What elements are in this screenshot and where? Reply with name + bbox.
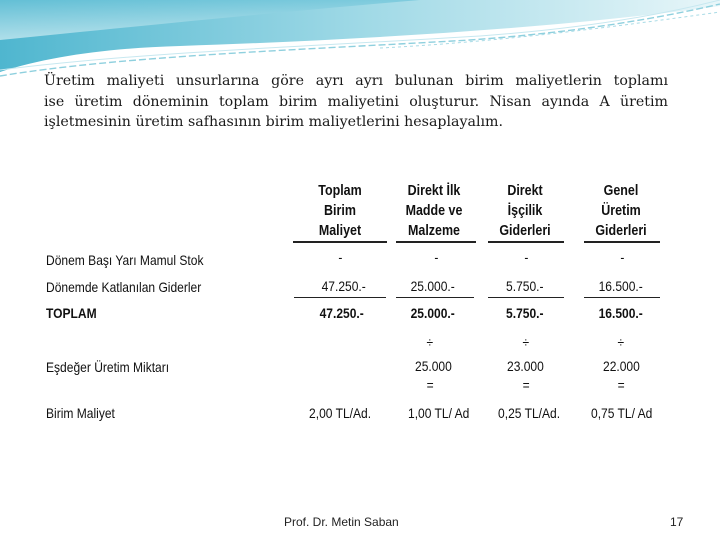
header-labor-line-1: Direkt (507, 183, 543, 199)
opening-total-value (294, 249, 386, 265)
header-labor-line-3: Giderleri (499, 223, 551, 239)
unit-cost-materials-text: 1,00 TL/ Ad (408, 405, 470, 421)
header-overhead-line-3: Giderleri (595, 223, 647, 239)
opening-labor-value (488, 249, 564, 265)
opening-materials-value (396, 249, 476, 265)
header-total-line-2: Birim (324, 203, 356, 219)
added-materials-text: 25.000.- (410, 278, 456, 294)
header-underline-total (293, 241, 387, 243)
equivalent-overhead-value (588, 358, 654, 374)
equals-overhead-text: = (617, 377, 625, 393)
unit-cost-overhead-text: 0,75 TL/ Ad (591, 405, 653, 421)
total-labor-value (490, 305, 560, 321)
total-labor-text: 5.750.- (506, 305, 544, 321)
header-materials-line-1: Direkt İlk (407, 183, 461, 199)
unit-cost-total-value (294, 405, 386, 421)
row-label-costs-added: Dönemde Katlanılan Giderler (46, 279, 202, 295)
footer-author: Prof. Dr. Metin Saban (284, 515, 399, 529)
header-underline-overhead (584, 241, 660, 243)
header-direct-labor (486, 181, 564, 241)
header-underline-materials (396, 241, 476, 243)
divide-symbol-labor (506, 334, 546, 350)
sum-line-materials (396, 297, 474, 298)
opening-materials-text: - (433, 249, 439, 265)
sum-line-overhead (584, 297, 660, 298)
equals-materials-text: = (426, 377, 434, 393)
header-underline-labor (488, 241, 564, 243)
added-labor-text: 5.750.- (506, 278, 544, 294)
unit-cost-total-text: 2,00 TL/Ad. (308, 405, 372, 421)
added-total-text: 47.250.- (321, 278, 367, 294)
equivalent-overhead-text: 22.000 (602, 358, 640, 374)
opening-labor-text: - (523, 249, 529, 265)
row-label-opening-stock: Dönem Başı Yarı Mamul Stok (46, 252, 204, 268)
equivalent-materials-value (400, 358, 466, 374)
header-total-unit-cost (294, 181, 386, 241)
header-total-line-3: Maliyet (318, 223, 362, 239)
header-overhead-line-1: Genel (603, 183, 639, 199)
unit-cost-materials-value (394, 405, 484, 421)
added-materials-value (396, 278, 470, 294)
added-total-value (304, 278, 384, 294)
equals-symbol-labor (506, 377, 546, 393)
header-materials-line-3: Malzeme (407, 223, 460, 239)
total-overhead-value (584, 305, 658, 321)
unit-cost-overhead-value (576, 405, 668, 421)
row-label-equivalent-production: Eşdeğer Üretim Miktarı (46, 359, 170, 375)
opening-total-text: - (337, 249, 343, 265)
divide-materials-text: ÷ (426, 334, 434, 350)
equivalent-labor-text: 23.000 (506, 358, 544, 374)
divide-symbol-overhead (601, 334, 641, 350)
header-overhead-line-2: Üretim (601, 203, 641, 219)
header-total-line-1: Toplam (318, 183, 362, 199)
equals-labor-text: = (522, 377, 530, 393)
total-materials-value (396, 305, 470, 321)
total-overhead-text: 16.500.- (598, 305, 644, 321)
added-overhead-text: 16.500.- (598, 278, 644, 294)
intro-line-2: ise üretim döneminin toplam birim maliyetini oluşturur. Nisan ayında A üretim (44, 93, 668, 110)
total-materials-text: 25.000.- (410, 305, 456, 321)
equivalent-labor-value (492, 358, 558, 374)
header-overhead (582, 181, 660, 241)
opening-overhead-value (584, 249, 660, 265)
row-label-unit-cost: Birim Maliyet (46, 405, 115, 421)
divide-symbol-materials (410, 334, 450, 350)
equivalent-materials-text: 25.000 (414, 358, 452, 374)
total-total-text: 47.250.- (319, 305, 365, 321)
equals-symbol-materials (410, 377, 450, 393)
unit-cost-labor-text: 0,25 TL/Ad. (497, 405, 561, 421)
intro-line-1: Üretim maliyeti unsurlarına göre ayrı ayrı bulunan birim maliyetlerin toplamı (44, 73, 668, 89)
added-labor-value (490, 278, 560, 294)
added-overhead-value (584, 278, 658, 294)
page-number: 17 (670, 515, 684, 529)
equals-symbol-overhead (601, 377, 641, 393)
total-total-value (302, 305, 382, 321)
header-direct-materials (394, 181, 474, 241)
sum-line-total (294, 297, 386, 298)
intro-line-3: işletmesinin üretim safhasının birim maliyetlerini hesaplayalım. (44, 114, 503, 130)
header-labor-line-2: İşçilik (507, 203, 543, 219)
sum-line-labor (488, 297, 564, 298)
divide-overhead-text: ÷ (617, 334, 625, 350)
opening-overhead-text: - (619, 249, 625, 265)
divide-labor-text: ÷ (522, 334, 530, 350)
row-label-total: TOPLAM (46, 305, 97, 321)
unit-cost-labor-value (484, 405, 574, 421)
header-materials-line-2: Madde ve (405, 203, 463, 219)
